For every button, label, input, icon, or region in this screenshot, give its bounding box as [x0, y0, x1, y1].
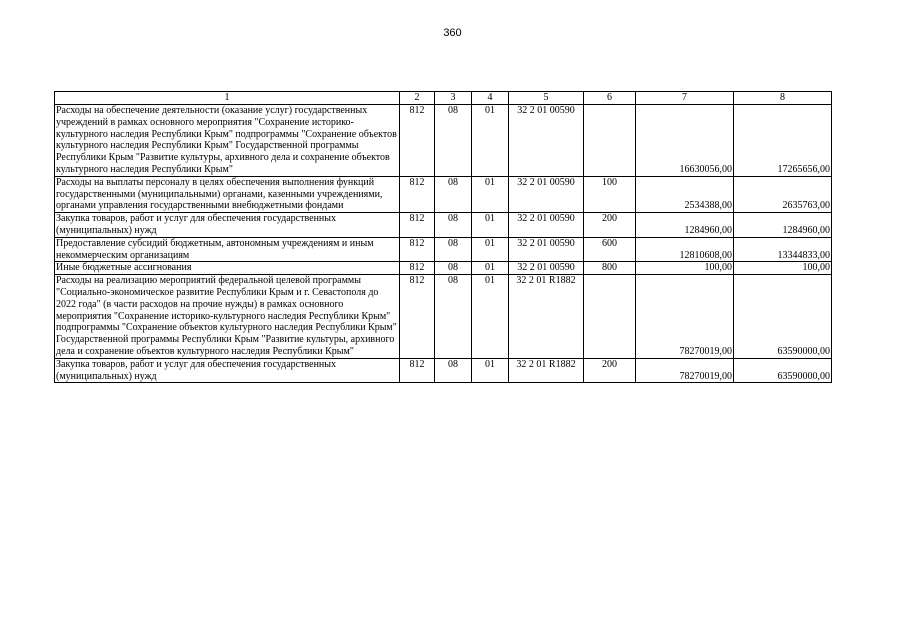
header-cell: 3 — [435, 92, 472, 105]
table-row — [55, 237, 832, 262]
section-code-cell: 08 — [435, 275, 472, 359]
subsection-code-cell: 01 — [472, 105, 509, 177]
target-article-cell: 32 2 01 00590 — [509, 105, 584, 177]
description-cell: Расходы на обеспечение деятельности (оказание услуг) государственных учреждений в рамках основного мероприятия "Сохранение историко-культурного наследия Республики Крым" подпрограммы "Сохранение объектов культурного наследия Республики Крым" Государственной программы Республики Крым "Развитие культуры, архивного дела и сохранение объектов культурного наследия Республики Крым" — [55, 105, 400, 177]
subsection-code-cell: 01 — [472, 358, 509, 383]
table-row — [55, 105, 832, 177]
header-cell: 1 — [55, 92, 400, 105]
table-row — [55, 358, 832, 383]
expense-type-cell — [584, 275, 636, 359]
section-code-cell: 08 — [435, 176, 472, 212]
table-row — [55, 275, 832, 359]
description-cell: Расходы на реализацию мероприятий федеральной целевой программы "Социально-экономическое развитие Республики Крым и г. Севастополя до 2022 года" (в части расходов на прочие нужды) в рамках основного мероприятия "Сохранение историко-культурного наследия Республики Крым" подпрограммы "Сохранение объектов культурного наследия Республики Крым" Государственной программы Республики Крым "Развитие культуры, архивного дела и сохранение объектов культурного наследия Республики Крым" — [55, 275, 400, 359]
ministry-code-cell: 812 — [400, 105, 435, 177]
target-article-cell: 32 2 01 00590 — [509, 262, 584, 275]
description-cell: Закупка товаров, работ и услуг для обеспечения государственных (муниципальных) нужд — [55, 213, 400, 238]
description-cell: Закупка товаров, работ и услуг для обеспечения государственных (муниципальных) нужд — [55, 358, 400, 383]
expense-type-cell: 100 — [584, 176, 636, 212]
amount-year1-cell: 78270019,00 — [636, 358, 734, 383]
expense-type-cell: 200 — [584, 358, 636, 383]
section-code-cell: 08 — [435, 237, 472, 262]
amount-year2-cell: 17265656,00 — [734, 105, 832, 177]
ministry-code-cell: 812 — [400, 262, 435, 275]
expense-type-cell: 800 — [584, 262, 636, 275]
ministry-code-cell: 812 — [400, 275, 435, 359]
page-number: 360 — [443, 27, 462, 39]
header-cell: 7 — [636, 92, 734, 105]
section-code-cell: 08 — [435, 213, 472, 238]
description-cell: Предоставление субсидий бюджетным, автономным учреждениям и иным некоммерческим организациям — [55, 237, 400, 262]
amount-year1-cell: 100,00 — [636, 262, 734, 275]
header-row — [55, 92, 832, 105]
table-row — [55, 213, 832, 238]
target-article-cell: 32 2 01 00590 — [509, 176, 584, 212]
subsection-code-cell: 01 — [472, 275, 509, 359]
ministry-code-cell: 812 — [400, 213, 435, 238]
section-code-cell: 08 — [435, 358, 472, 383]
ministry-code-cell: 812 — [400, 237, 435, 262]
amount-year1-cell: 12810608,00 — [636, 237, 734, 262]
amount-year1-cell: 2534388,00 — [636, 176, 734, 212]
amount-year1-cell: 16630056,00 — [636, 105, 734, 177]
table-row — [55, 176, 832, 212]
subsection-code-cell: 01 — [472, 176, 509, 212]
ministry-code-cell: 812 — [400, 358, 435, 383]
table-row — [55, 262, 832, 275]
subsection-code-cell: 01 — [472, 262, 509, 275]
expense-type-cell: 600 — [584, 237, 636, 262]
subsection-code-cell: 01 — [472, 213, 509, 238]
section-code-cell: 08 — [435, 262, 472, 275]
target-article-cell: 32 2 01 R1882 — [509, 358, 584, 383]
amount-year1-cell: 1284960,00 — [636, 213, 734, 238]
expense-type-cell: 200 — [584, 213, 636, 238]
budget-table — [54, 91, 832, 383]
amount-year2-cell: 1284960,00 — [734, 213, 832, 238]
amount-year2-cell: 63590000,00 — [734, 358, 832, 383]
amount-year2-cell: 2635763,00 — [734, 176, 832, 212]
header-cell: 4 — [472, 92, 509, 105]
description-cell: Иные бюджетные ассигнования — [55, 262, 400, 275]
subsection-code-cell: 01 — [472, 237, 509, 262]
header-cell: 8 — [734, 92, 832, 105]
amount-year2-cell: 13344833,00 — [734, 237, 832, 262]
section-code-cell: 08 — [435, 105, 472, 177]
ministry-code-cell: 812 — [400, 176, 435, 212]
amount-year1-cell: 78270019,00 — [636, 275, 734, 359]
target-article-cell: 32 2 01 R1882 — [509, 275, 584, 359]
description-cell: Расходы на выплаты персоналу в целях обеспечения выполнения функций государственными (муниципальными) органами, казенными учреждениями, органами управления государственными внебюджетными фондами — [55, 176, 400, 212]
header-cell: 2 — [400, 92, 435, 105]
header-cell: 6 — [584, 92, 636, 105]
amount-year2-cell: 63590000,00 — [734, 275, 832, 359]
target-article-cell: 32 2 01 00590 — [509, 237, 584, 262]
expense-type-cell — [584, 105, 636, 177]
amount-year2-cell: 100,00 — [734, 262, 832, 275]
header-cell: 5 — [509, 92, 584, 105]
target-article-cell: 32 2 01 00590 — [509, 213, 584, 238]
